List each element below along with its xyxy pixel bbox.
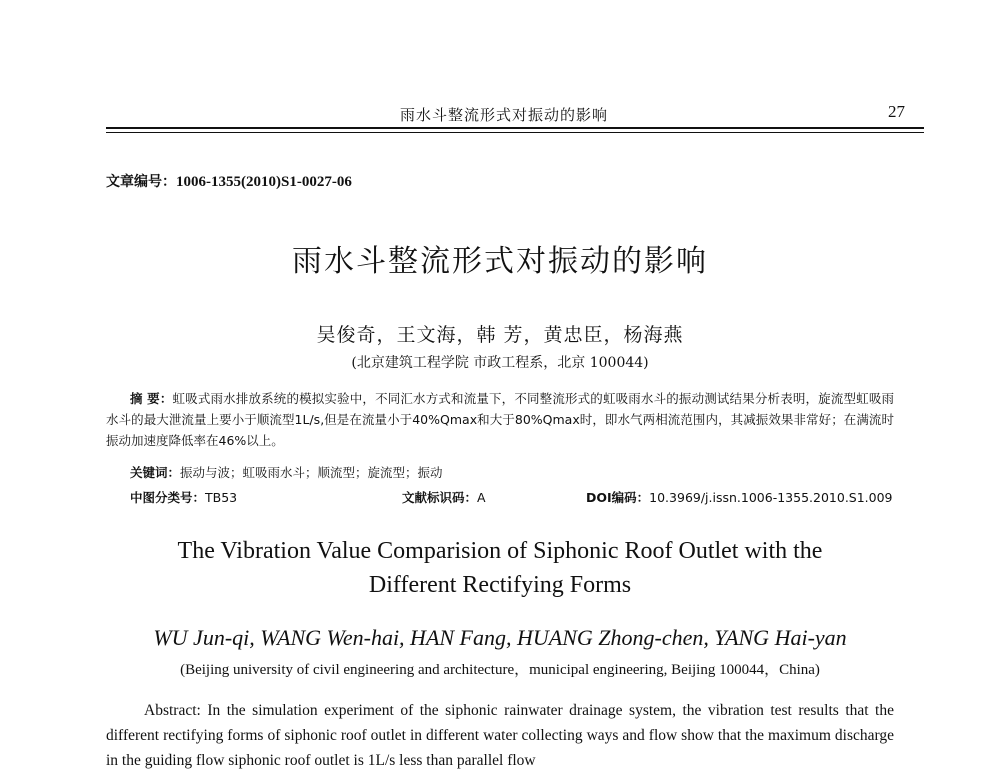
english-affiliation: (Beijing university of civil engineering and architecture，municipal engineering, Beijing 100044，China) xyxy=(180,662,820,678)
header-rule-thin xyxy=(106,132,924,133)
article-number-value: 1006-1355(2010)S1-0027-06 xyxy=(176,174,352,190)
english-title-line2: Different Rectifying Forms xyxy=(368,572,632,598)
doi-label: DOI编码： xyxy=(586,490,650,505)
chinese-abstract-label: 摘 要： xyxy=(130,391,173,406)
page-number: 27 xyxy=(888,102,905,121)
document-code-value: A xyxy=(477,490,486,505)
article-number xyxy=(106,171,352,191)
keywords-text: 振动与波；虹吸雨水斗；顺流型；旋流型；振动 xyxy=(180,465,443,480)
english-title xyxy=(0,534,1000,602)
english-abstract xyxy=(106,698,894,773)
chinese-authors: 吴俊奇，王文海，韩 芳，黄忠臣，杨海燕 xyxy=(316,324,684,346)
english-abstract-text: In the simulation experiment of the siphonic rainwater drainage system, the vibration test results that the different rectifying forms of siphonic roof outlet in different water collecting ways and flow show that the maximum discharge in the guiding flow siphonic roof outlet is 1L/s less than parallel flow xyxy=(106,702,894,769)
chinese-affiliation: (北京建筑工程学院 市政工程系，北京 100044) xyxy=(351,355,649,371)
running-title: 雨水斗整流形式对振动的影响 xyxy=(400,106,609,124)
document-code-label: 文献标识码： xyxy=(402,490,478,505)
chinese-abstract xyxy=(106,388,894,451)
chinese-title: 雨水斗整流形式对振动的影响 xyxy=(292,244,708,279)
keywords-label: 关键词： xyxy=(130,465,181,480)
classification-label: 中图分类号： xyxy=(130,490,206,505)
article-number-label: 文章编号： xyxy=(106,174,176,190)
header-rule-thick xyxy=(106,127,924,129)
doi xyxy=(586,488,893,506)
english-title-line1: The Vibration Value Comparision of Siphonic Roof Outlet with the xyxy=(177,538,823,564)
keywords xyxy=(130,463,443,481)
document-code xyxy=(402,488,486,506)
english-authors: WU Jun-qi, WANG Wen-hai, HAN Fang, HUANG Zhong-chen, YANG Hai-yan xyxy=(153,625,847,650)
classification-number xyxy=(130,488,237,506)
english-abstract-label: Abstract: xyxy=(144,702,201,719)
doi-value: 10.3969/j.issn.1006-1355.2010.S1.009 xyxy=(649,490,893,505)
classification-value: TB53 xyxy=(205,490,238,505)
chinese-abstract-text: 虹吸式雨水排放系统的模拟实验中，不同汇水方式和流量下，不同整流形式的虹吸雨水斗的振动测试结果分析表明，旋流型虹吸雨水斗的最大泄流量上要小于顺流型1L/s,但是在流量小于40%Qmax和大于80%Qmax时，即水气两相流范围内，其减振效果非常好；在满流时振动加速度降低率在46%以上。 xyxy=(106,391,894,448)
